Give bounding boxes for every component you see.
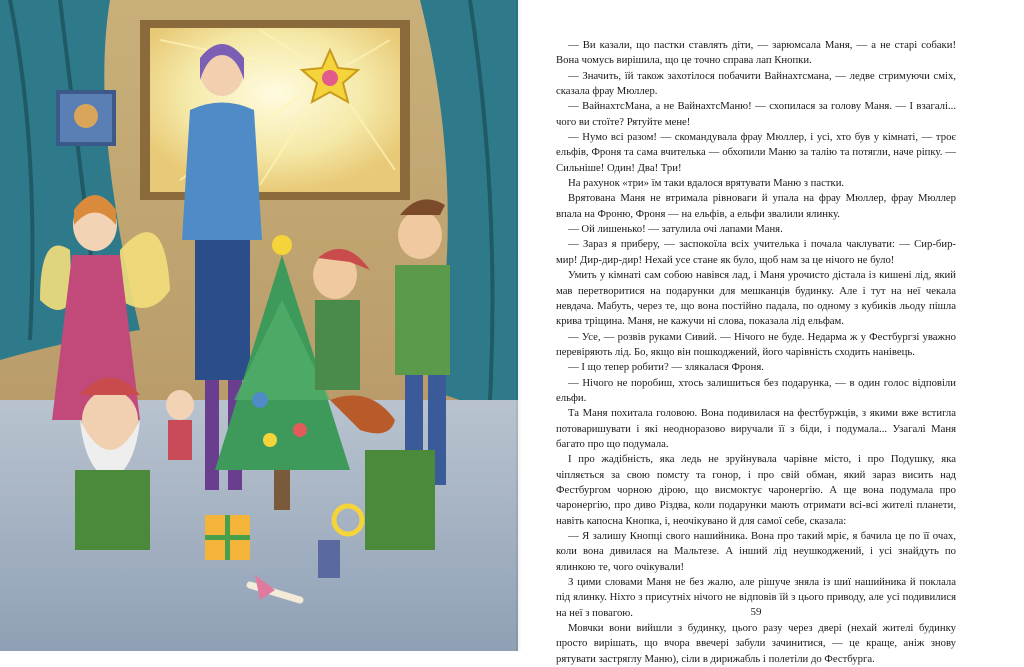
paragraph: — Нічого не поробиш, хтось залишиться без подарунка, — в один голос відповіли ельфи. — [556, 376, 956, 404]
paragraph: — Ой лишенько! — затулила очі лапами Маня. — [568, 223, 783, 236]
paragraph: І про жадібність, яка ледь не зруйнувала чарівне місто, і про Подушку, яка чіпляється за свою помсту та гонор, і про свій обман, який зараз висить над Фестбургом чорною дірою, що висмоктує чаронергію. А ще вона подумала про чаронергію, про диво Різдва, коли подарунки мають отримати всі-всі жителі планети, навіть капосна Кнопка, і, неочікувано й для самої себе, сказала: — [556, 453, 956, 527]
paragraph: — ВайнахтсМана, а не ВайнахтсМаню! — схопилася за голову Маня. — І взагалі... чого ви стоїте? Рятуйте мене! — [556, 100, 956, 128]
paragraph: На рахунок «три» їм таки вдалося врятувати Маню з пастки. — [568, 177, 845, 190]
paragraph: — Зараз я приберу, — заспокоїла всіх учителька і почала чаклувати: — Сир-бир-мир! Дир-дир-дир! Нехай усе стане як було, щоб нам за це нічого не було! — [556, 238, 956, 266]
paragraph: — Ви казали, що пастки ставлять діти, — зарюмсала Маня, — а не старі собаки! Вона чомусь вирішила, що це точно справа лап Кнопки. — [556, 39, 956, 67]
paragraph: — І що тепер робити? — злякалася Фроня. — [568, 361, 764, 374]
paragraph: — Усе, — розвів руками Сивий. — Нічого не буде. Недарма ж у Фестбургзі уважно перевіряють лід. Бо, якщо він пошкоджений, його чарівність сходить нанівець. — [556, 330, 956, 358]
paragraph: Та Маня похитала головою. Вона подивилася на фестбуржців, з якими вже встигла потоваришувати і які неодноразово виручали її з біди, і подумала... Узагалі Маня багато про що подумала. — [556, 407, 956, 450]
paragraph: — Значить, їй також захотілося побачити Вайнахтсмана, — ледве стримуючи сміх, сказала фрау Мюллер. — [556, 69, 956, 98]
paragraph: З цими словами Маня не без жалю, але рішуче зняла із шиї нашийника й поклала під ялинку. Ніхто з присутніх нічого не відповів їй з цього приводу, але усі подивилися на неї з повагою. — [556, 576, 956, 619]
paragraph: Врятована Маня не втримала рівноваги й упала на фрау Мюллер, фрау Мюллер впала на Фроню, Фроня — на ельфів, а ельфи звалили ялинку. — [556, 192, 956, 220]
page-number: 59 — [750, 606, 762, 618]
body-text — [556, 38, 956, 667]
paragraph: Мовчки вони вийшли з будинку, цього разу через двері (нехай жителі будинку просто вирішать, що вчора ввечері забули зачинитися, — це краще, аніж знову рятувати застряглу Маню), сіли в дирижабль і полетіли до Фестбурга. — [556, 622, 956, 665]
paragraph: Умить у кімнаті сам собою навівся лад, і Маня урочисто дістала із кишені лід, який мав перетворитися на подарунки для мешканців будинку. Але і тут на неї чекала невдача. Мабуть, через те, що вона постійно падала, по одному з кубиків льоду пішла крива тріщина. Маня, не кажучи ні слова, показала лід ельфам. — [556, 269, 956, 328]
page-gutter — [516, 0, 522, 651]
paragraph: — Нумо всі разом! — скомандувала фрау Мюллер, і усі, хто був у кімнаті, — троє ельфів, Фроня та сама вчителька — обхопили Маню за талію та потягли, наче ріпку. — Сильніше! Один! Два! Три! — [556, 131, 956, 174]
paragraph: — Я залишу Кнопці свого нашийника. Вона про такий мріє, я бачила це по її очах, коли вона дивилася на Мальтезе. А інший лід неушкоджений, і усі знайдуть по ялинкою те, чого очікували! — [556, 530, 956, 573]
text-page — [556, 38, 956, 665]
christmas-party-illustration — [0, 0, 518, 651]
illustration-art — [0, 0, 518, 651]
